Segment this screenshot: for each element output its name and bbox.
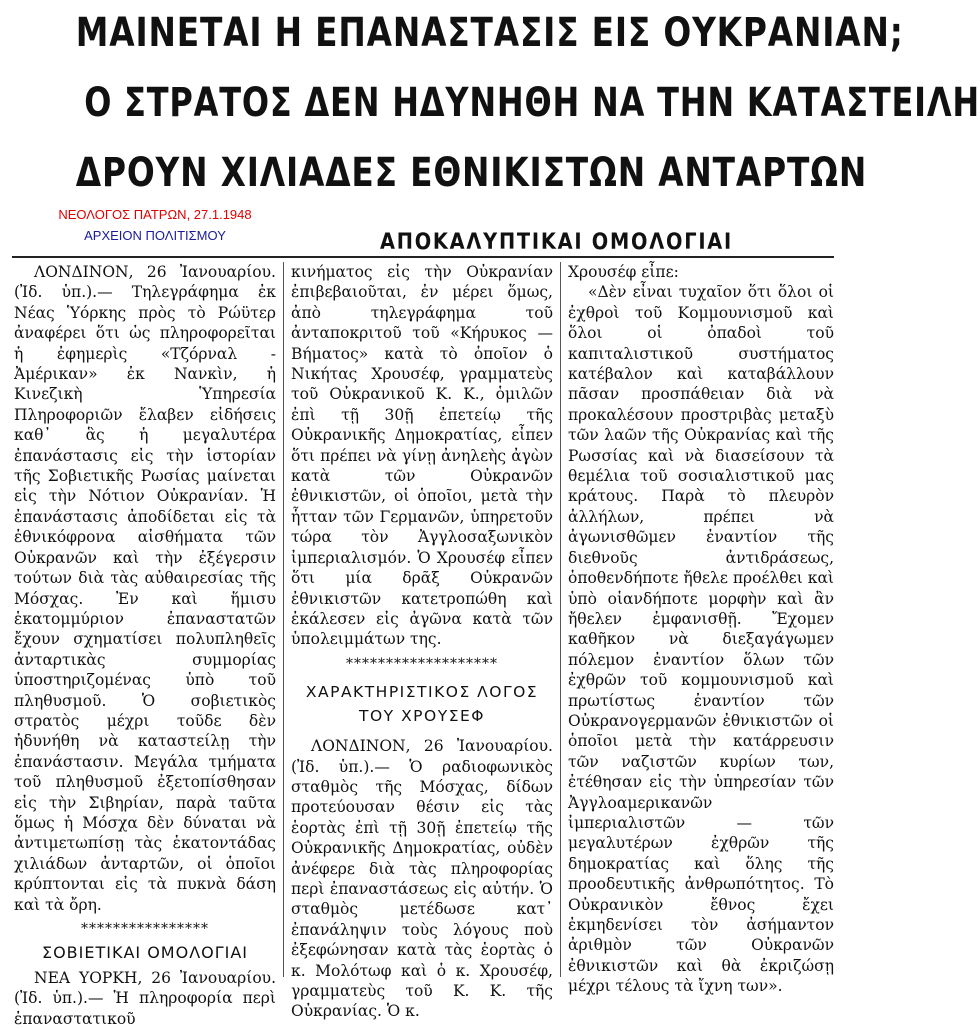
section-divider [12, 256, 834, 258]
column-rule-2 [560, 262, 561, 977]
article-column-2 [291, 262, 553, 1021]
article-paragraph: ΝΕΑ ΥΟΡΚΗ, 26 Ἰανουαρίου. (Ἰδ. ὑπ.).— Ἡ πληροφορία περὶ ἐπαναστατικοῦ [14, 968, 276, 1028]
subheading-soviet-confessions: ΣΟΒΙΕΤΙΚΑΙ ΟΜΟΛΟΓΙΑΙ [41, 943, 249, 963]
subheading-khrushchev-speech: ΧΑΡΑΚΤΗΡΙΣΤΙΚΟΣ ΛΟΓΟΣ ΤΟΥ ΧΡΟΥΣΕΦ [305, 683, 539, 726]
headline-line-3: ΔΡΟΥΝ ΧΙΛΙΑΔΕΣ ΕΘΝΙΚΙΣΤΩΝ ΑΝΤΑΡΤΩΝ [75, 150, 868, 196]
separator-stars: ******************* [346, 655, 498, 672]
article-column-3 [568, 262, 834, 996]
source-newspaper-label: ΝΕΟΛΟΓΟΣ ΠΑΤΡΩΝ, 27.1.1948 [58, 207, 252, 222]
article-column-1 [14, 262, 276, 1028]
headline-line-2: Ο ΣΤΡΑΤΟΣ ΔΕΝ ΗΔΥΝΗΘΗ ΝΑ ΤΗΝ ΚΑΤΑΣΤΕΙΛΗ [84, 80, 980, 126]
article-paragraph: Χρουσέφ εἶπε: [568, 263, 679, 281]
article-paragraph: «Δὲν εἶναι τυχαῖον ὅτι ὅλοι οἱ ἐχθροὶ τοῦ Κομμουνισμοῦ καὶ ὅλοι οἱ ὀπαδοὶ τοῦ καπιταλιστικοῦ συστήματος κατέβαλον καὶ καταβάλλουν πᾶσαν προσπάθειαν διὰ νὰ προκαλέσουν προστριβὰς μεταξὺ τῶν λαῶν τῆς Οὐκρανίας καὶ τῆς Ρωσσίας καὶ νὰ διασείσουν τὰ θεμέλια τοῦ σοσιαλιστικοῦ μας κράτους. Παρὰ τὸ πλευρὸν ἀλλήλων, πρέπει νὰ ἀγωνισθῶμεν ἐναντίον τῆς διεθνοῦς ἀντιδράσεως, ὁποθενδήποτε ἤθελε προέλθει καὶ ὑπὸ οἱανδήποτε μορφὴν καὶ ἂν ἤθελεν ἐμφανισθῇ. Ἔχομεν καθῆκον νὰ διεξαγάγωμεν πόλεμον ἐναντίον ὅλων τῶν ἐχθρῶν τοῦ κομμουνισμοῦ καὶ πρωτίστως ἐναντίον τῶν Οὐκρανογερμανῶν ἐθνικιστῶν οἱ ὁποῖοι μετὰ τὴν κατάρρευσιν τῶν ναζιστῶν κυρίων των, ἐτέθησαν εἰς τὴν ὑπηρεσίαν τῶν Ἀγγλοαμερικανῶν ἰμπεριαλιστῶν — τῶν μεγαλυτέρων ἐχθρῶν τῆς δημοκρατίας καὶ ὅλης τῆς προοδευτικῆς ἀνθρωπότητος. Τὸ Οὐκρανικὸν ἔθνος ἔχει ἐκμηδενίσει τὸν ἀσήμαντον ἀριθμὸν τῶν Οὐκρανῶν ἐθνικιστῶν καὶ θὰ ἐκριζώσῃ μέχρι τέλους τὰ ἴχνη των». [568, 283, 834, 996]
article-paragraph: ΛΟΝΔΙΝΟΝ, 26 Ἰανουαρίου. (Ἰδ. ὑπ.).— Ὁ ραδιοφωνικὸς σταθμὸς τῆς Μόσχας, δίδων προτεύουσαν θέσιν εἰς τὰς ἑορτὰς ἐπὶ τῇ 30ῇ ἐπετείῳ τῆς Οὐκρανικῆς Δημοκρατίας, οὐδὲν ἀνέφερε διὰ τὰς πληροφορίας περὶ ἐπαναστάσεως εἰς αὐτήν. Ὁ σταθμὸς μετέδωσε κατ᾿ ἐπανάληψιν τοὺς λόγους ποὺ ἐξεφώνησαν κατὰ τὰς ἑορτὰς ὁ κ. Μολότωφ καὶ ὁ κ. Χρουσέφ, γραμματεὺς τοῦ Κ. Κ. τῆς Οὐκρανίας. Ὁ κ. [291, 737, 553, 1021]
article-paragraph: κινήματος εἰς τὴν Οὐκρανίαν ἐπιβεβαιοῦται, ἐν μέρει ὅμως, ἀπὸ τηλεγράφημα τοῦ ἀνταποκριτοῦ τοῦ «Κήρυκος —Βήματος» κατὰ τὸ ὁποῖον ὁ Νικήτας Χρουσέφ, γραμματεὺς τοῦ Οὐκρανικοῦ Κ. Κ., ὁμιλῶν ἐπὶ τῇ 30ῇ ἐπετείῳ τῆς Οὐκρανικῆς Δημοκρατίας, εἶπεν ὅτι πρέπει νὰ γίνῃ ἀνηλεὴς ἀγὼν κατὰ τῶν Οὐκρανῶν ἐθνικιστῶν, οἱ ὁποῖοι, μετὰ τὴν ἧτταν τῶν Γερμανῶν, ὑπηρετοῦν τώρα τὸν Ἀγγλοσαξωνικὸν ἰμπεριαλισμόν. Ὁ Χρουσέφ εἶπεν ὅτι μία δρᾶξ Οὐκρανῶν ἐθνικιστῶν κατετροπώθη καὶ ἐκάλεσεν εἰς ἀγῶνα κατὰ τῶν ὑπολειμμάτων της. [291, 263, 553, 649]
source-archive-label: ΑΡΧΕΙΟΝ ΠΟΛΙΤΙΣΜΟΥ [84, 228, 226, 243]
article-paragraph: ΛΟΝΔΙΝΟΝ, 26 Ἰανουαρίου. (Ἰδ. ὑπ.).— Τηλεγράφημα ἐκ Νέας Ὑόρκης πρὸς τὸ Ρώϋτερ ἀναφέρει ὅτι ὡς πληροφορεῖται ἡ ἐφημερὶς «Τζόρναλ - Ἀμέρικαν» ἐκ Νανκὶν, ἡ Κινεζικὴ Ὑπηρεσία Πληροφοριῶν ἔλαβεν εἰδήσεις καθ᾿ ἃς ἡ μεγαλυτέρα ἐπανάστασις εἰς τὴν ἱστορίαν τῆς Σοβιετικῆς Ρωσίας μαίνεται εἰς τὴν Νότιον Οὐκρανίαν. Ἡ ἐπανάστασις ἀποδίδεται εἰς τὰ ἐθνικόφρονα αἰσθήματα τῶν Οὐκρανῶν καὶ τὴν ἐξέγερσιν τούτων διὰ τὰς αὐθαιρεσίας τῆς Μόσχας. Ἐν καὶ ἥμισυ ἑκατομμύριον ἐπαναστατῶν ἔχουν σχηματίσει πολυπληθεῖς ἀνταρτικὰς συμμορίας ὑποστηριζομένας ὑπὸ τοῦ πληθυσμοῦ. Ὁ σοβιετικὸς στρατὸς μέχρι τοῦδε δὲν ἠδυνήθη νὰ καταστείλῃ τὴν ἐπανάστασιν. Μεγάλα τμήματα τοῦ πληθυσμοῦ ἐξετοπίσθησαν εἰς τὴν Σιβηρίαν, παρὰ ταῦτα ὅμως ἡ Μόσχα δὲν δύναται νὰ ἀντιμετωπίσῃ τὰς ἑκατοντάδας χιλιάδων ἀνταρτῶν, οἱ ὁποῖοι κρύπτονται εἰς τὰ πυκνὰ δάση καὶ τὰ ὄρη. [14, 263, 276, 914]
section-heading: ΑΠΟΚΑΛΥΠΤΙΚΑΙ ΟΜΟΛΟΓΙΑΙ [380, 230, 734, 255]
column-rule-1 [283, 262, 284, 977]
headline-line-1: ΜΑΙΝΕΤΑΙ Η ΕΠΑΝΑΣΤΑΣΙΣ ΕΙΣ ΟΥΚΡΑΝΙΑΝ; [75, 10, 904, 56]
separator-stars: **************** [81, 921, 209, 937]
